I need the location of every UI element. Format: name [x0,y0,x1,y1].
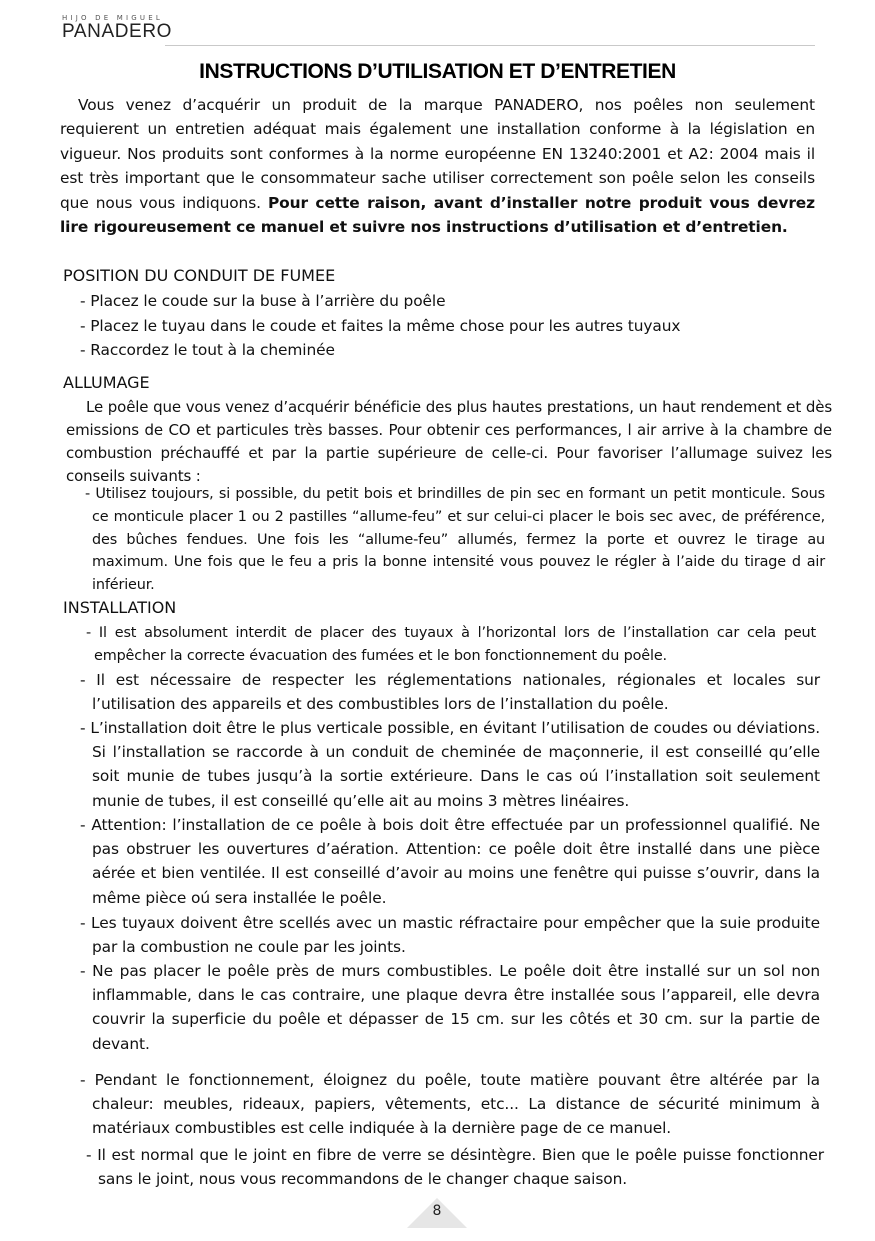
list-item [80,668,820,716]
installation-item-text: - L’installation doit être le plus verticale possible, en évitant l’utilisation de coudes ou déviations. Si l’installation se raccorde à un conduit de cheminée de maçonnerie, il est conseillé qu’elle soit munie de tubes jusqu’à la sortie extérieure. Dans le cas oú l’installation soit seulement munie de tubes, il est conseillé qu’elle ait au moins 3 mètres linéaires. [80,719,820,810]
page-number: 8 [432,1203,442,1219]
page-title: INSTRUCTIONS D’UTILISATION ET D’ENTRETIEN [199,60,676,83]
allumage-paragraph: Le poêle que vous venez d’acquérir bénéficie des plus hautes prestations, un haut rendement et dès emissions de CO et particules très basses. Pour obtenir ces performances, l air arrive à la chambre de combustion préchauffé et par la partie supérieure de celle-ci. Pour favoriser l’allumage suivez les conseils suivants : [66,398,832,485]
section-heading-installation: INSTALLATION [63,598,177,617]
list-item: - Raccordez le tout à la cheminée [80,341,335,359]
intro-text: Vous venez d’acquérir un produit de la marque PANADERO, nos poêles non seulement requierent un entretien adéquat mais également une installation conforme à la législation en vigueur. Nos produits sont conformes à la norme européenne EN 13240:2001 et A2: 2004 mais il est très important que le consommateur sache utiliser correctement son poêle selon les conseils que nous vous indiquons. [60,96,815,212]
intro-bold-text: Pour cette raison, avant d’installer notre produit vous devrez lire rigoureusement ce manuel et suivre nos instructions d’utilisation et d’entretien. [60,193,815,237]
header-divider [165,45,815,46]
list-item [80,911,820,959]
list-item [80,716,820,813]
section-heading-conduit: POSITION DU CONDUIT DE FUMEE [63,266,336,285]
allumage-item-text: - Utilisez toujours, si possible, du petit bois et brindilles de pin sec en formant un petit monticule. Sous ce monticule placer 1 ou 2 pastilles “allume-feu” et sur celui-ci placer le bois sec avec, de préférence, des bûches fendues. Une fois les “allume-feu” allumés, fermez la porte et ouvrez le tirage au maximum. Une fois que le feu a pris la bonne intensité vous pouvez le régler à l’aide du tirage d air inférieur. [85,486,825,594]
section-heading-allumage: ALLUMAGE [63,373,150,392]
logo-tagline: HIJO DE MIGUEL [62,14,163,22]
list-item [86,1143,824,1191]
logo-brand: PANADERO [62,21,173,42]
installation-item-text: - Il est normal que le joint en fibre de verre se désintègre. Bien que le poêle puisse fonctionner sans le joint, nous vous recommandons de le changer chaque saison. [86,1146,824,1189]
installation-item-text: - Les tuyaux doivent être scellés avec un mastic réfractaire pour empêcher que la suie produite par la combustion ne coule par les joints. [80,914,820,957]
list-item [80,813,820,910]
list-item [80,1068,820,1141]
installation-item-text: - Ne pas placer le poêle près de murs combustibles. Le poêle doit être installé sur un sol non inflammable, dans le cas contraire, une plaque devra être installée sous l’appareil, elle devra couvrir la superficie du poêle et dépasser de 15 cm. sur les côtés et 30 cm. sur la partie de devant. [80,962,820,1053]
installation-item-text: - Il est nécessaire de respecter les réglementations nationales, régionales et locales sur l’utilisation des appareils et des combustibles lors de l’installation du poêle. [80,671,820,714]
installation-item-text: - Il est absolument interdit de placer des tuyaux à l’horizontal lors de l’installation car cela peut empêcher la correcte évacuation des fumées et le bon fonctionnement du poêle. [86,625,816,664]
list-item [80,959,820,1056]
list-item [85,483,825,597]
installation-item-text: - Pendant le fonctionnement, éloignez du poêle, toute matière pouvant être altérée par la chaleur: meubles, rideaux, papiers, vêtements, etc... La distance de sécurité minimum à matériaux combustibles est celle indiquée à la dernière page de ce manuel. [80,1071,820,1138]
installation-item-text: - Attention: l’installation de ce poêle à bois doit être effectuée par un professionnel qualifié. Ne pas obstruer les ouvertures d’aération. Attention: ce poêle doit être installé dans une pièce aérée et bien ventilée. Il est conseillé d’avoir au moins une fenêtre qui puisse s’ouvrir, dans la même pièce oú sera installée le poêle. [80,816,820,907]
list-item [86,622,816,668]
brand-logo [62,14,172,42]
list-item: - Placez le coude sur la buse à l’arrière du poêle [80,292,446,310]
list-item: - Placez le tuyau dans le coude et faites la même chose pour les autres tuyaux [80,317,681,335]
intro-paragraph [60,93,815,239]
